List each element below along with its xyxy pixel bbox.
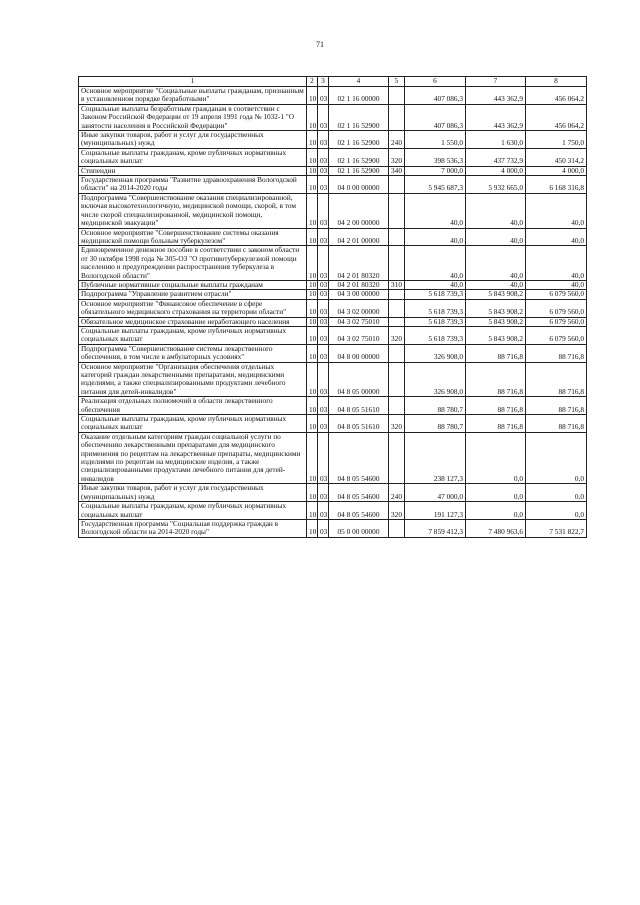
column-header: 8 [526, 77, 587, 87]
subsection-code-cell: 03 [318, 519, 329, 537]
amount-year1-cell: 407 086,3 [405, 104, 466, 130]
table-row [79, 193, 587, 228]
subsection-code-cell: 03 [318, 131, 329, 149]
target-article-cell: 02 1 16 52900 [329, 148, 389, 166]
target-article-cell: 04 2 00 00000 [329, 193, 389, 228]
amount-year1-cell: 7 000,0 [405, 166, 466, 175]
row-name-cell: Социальные выплаты гражданам, кроме публичных нормативных социальных выплат [79, 148, 307, 166]
amount-year1-cell: 238 127,3 [405, 432, 466, 483]
column-header: 6 [405, 77, 466, 87]
amount-year3-cell: 88 716,8 [526, 344, 587, 362]
expense-type-cell: 240 [389, 131, 405, 149]
table-row [79, 484, 587, 502]
amount-year3-cell: 6 168 316,8 [526, 176, 587, 194]
section-code-cell: 10 [307, 193, 318, 228]
expense-type-cell [389, 228, 405, 246]
table-row [79, 280, 587, 289]
amount-year1-cell: 191 127,3 [405, 502, 466, 520]
expense-type-cell [389, 317, 405, 326]
section-code-cell: 10 [307, 317, 318, 326]
amount-year2-cell: 437 732,9 [466, 148, 526, 166]
target-article-cell: 02 1 16 00000 [329, 87, 389, 105]
row-name-cell: Социальные выплаты гражданам, кроме публичных нормативных социальных выплат [79, 326, 307, 344]
row-name-cell: Стипендии [79, 166, 307, 175]
subsection-code-cell: 03 [318, 166, 329, 175]
amount-year1-cell: 5 618 739,3 [405, 326, 466, 344]
expense-type-cell: 320 [389, 415, 405, 433]
section-code-cell: 10 [307, 397, 318, 415]
amount-year2-cell: 88 716,8 [466, 415, 526, 433]
table-row [79, 131, 587, 149]
subsection-code-cell: 03 [318, 246, 329, 281]
amount-year3-cell: 6 079 560,0 [526, 317, 587, 326]
table-row [79, 299, 587, 317]
amount-year3-cell: 0,0 [526, 432, 587, 483]
row-name-cell: Основное мероприятие "Совершенствование системы оказания медицинской помощи больным туберкулезом" [79, 228, 307, 246]
amount-year2-cell: 88 716,8 [466, 344, 526, 362]
target-article-cell: 04 8 05 54600 [329, 484, 389, 502]
amount-year1-cell: 40,0 [405, 228, 466, 246]
row-name-cell: Публичные нормативные социальные выплаты гражданам [79, 280, 307, 289]
subsection-code-cell: 03 [318, 317, 329, 326]
subsection-code-cell: 03 [318, 362, 329, 397]
section-code-cell: 10 [307, 344, 318, 362]
amount-year1-cell: 1 550,0 [405, 131, 466, 149]
amount-year2-cell: 40,0 [466, 280, 526, 289]
amount-year2-cell: 0,0 [466, 484, 526, 502]
amount-year3-cell: 456 064,2 [526, 87, 587, 105]
amount-year3-cell: 1 750,0 [526, 131, 587, 149]
amount-year1-cell: 5 945 687,3 [405, 176, 466, 194]
expense-type-cell [389, 290, 405, 299]
amount-year2-cell: 40,0 [466, 228, 526, 246]
target-article-cell: 04 8 05 51610 [329, 397, 389, 415]
target-article-cell: 04 2 01 80320 [329, 280, 389, 289]
section-code-cell: 10 [307, 415, 318, 433]
table-row [79, 87, 587, 105]
table-header-row [79, 77, 587, 87]
row-name-cell: Государственная программа "Социальная поддержка граждан в Вологодской области на 2014-2020 годы" [79, 519, 307, 537]
section-code-cell: 10 [307, 502, 318, 520]
row-name-cell: Социальные выплаты гражданам, кроме публичных нормативных социальных выплат [79, 415, 307, 433]
expense-type-cell [389, 193, 405, 228]
row-name-cell: Основное мероприятие "Социальные выплаты гражданам, признанным в установленном порядке безработными" [79, 87, 307, 105]
expense-type-cell: 320 [389, 502, 405, 520]
amount-year1-cell: 40,0 [405, 193, 466, 228]
expense-type-cell [389, 397, 405, 415]
table-row [79, 502, 587, 520]
subsection-code-cell: 03 [318, 148, 329, 166]
subsection-code-cell: 03 [318, 228, 329, 246]
column-header: 7 [466, 77, 526, 87]
amount-year1-cell: 7 859 412,3 [405, 519, 466, 537]
row-name-cell: Социальные выплаты гражданам, кроме публичных нормативных социальных выплат [79, 502, 307, 520]
target-article-cell: 02 1 16 52900 [329, 166, 389, 175]
expense-type-cell [389, 246, 405, 281]
row-name-cell: Социальные выплаты безработным гражданам в соответствии с Законом Российской Федерации от 19 апреля 1991 года № 1032-1 "О занятости населения в Российской Федерации" [79, 104, 307, 130]
section-code-cell: 10 [307, 131, 318, 149]
row-name-cell: Основное мероприятие "Организация обеспечения отдельных категорий граждан лекарственными препаратами, медицинскими изделиями, а также специализированными продуктами лечебного питания для детей-инвалидов" [79, 362, 307, 397]
amount-year3-cell: 88 716,8 [526, 415, 587, 433]
column-header: 5 [389, 77, 405, 87]
expense-type-cell [389, 176, 405, 194]
amount-year3-cell: 40,0 [526, 193, 587, 228]
expense-type-cell: 320 [389, 326, 405, 344]
section-code-cell: 10 [307, 362, 318, 397]
section-code-cell: 10 [307, 484, 318, 502]
amount-year2-cell: 0,0 [466, 432, 526, 483]
amount-year1-cell: 326 908,0 [405, 344, 466, 362]
amount-year3-cell: 6 079 560,0 [526, 326, 587, 344]
column-header: 3 [318, 77, 329, 87]
table-body [79, 87, 587, 538]
column-header: 2 [307, 77, 318, 87]
subsection-code-cell: 03 [318, 415, 329, 433]
subsection-code-cell: 03 [318, 299, 329, 317]
amount-year1-cell: 398 536,3 [405, 148, 466, 166]
target-article-cell: 04 3 02 00000 [329, 299, 389, 317]
amount-year1-cell: 88 780,7 [405, 415, 466, 433]
target-article-cell: 04 8 05 00000 [329, 362, 389, 397]
table-row [79, 290, 587, 299]
table-row [79, 326, 587, 344]
table-row [79, 246, 587, 281]
subsection-code-cell: 03 [318, 280, 329, 289]
amount-year2-cell: 5 843 908,2 [466, 326, 526, 344]
amount-year2-cell: 443 362,9 [466, 104, 526, 130]
amount-year1-cell: 407 086,3 [405, 87, 466, 105]
expense-type-cell [389, 519, 405, 537]
row-name-cell: Подпрограмма "Управление развитием отрасли" [79, 290, 307, 299]
amount-year2-cell: 40,0 [466, 193, 526, 228]
row-name-cell: Подпрограмма "Совершенствование оказания специализированной, включая высокотехнологичную, медицинской помощи, скорой, в том числе скорой специализированной, медицинской помощи, медицинской эвакуации" [79, 193, 307, 228]
table-row [79, 166, 587, 175]
expense-type-cell [389, 344, 405, 362]
section-code-cell: 10 [307, 228, 318, 246]
target-article-cell: 04 2 01 80320 [329, 246, 389, 281]
amount-year2-cell: 0,0 [466, 502, 526, 520]
amount-year3-cell: 6 079 560,0 [526, 290, 587, 299]
expense-type-cell: 310 [389, 280, 405, 289]
target-article-cell: 04 0 00 00000 [329, 176, 389, 194]
section-code-cell: 10 [307, 290, 318, 299]
amount-year3-cell: 40,0 [526, 228, 587, 246]
expense-type-cell [389, 362, 405, 397]
table-row [79, 228, 587, 246]
target-article-cell: 04 8 00 00000 [329, 344, 389, 362]
target-article-cell: 05 0 00 00000 [329, 519, 389, 537]
subsection-code-cell: 03 [318, 432, 329, 483]
target-article-cell: 04 8 05 54600 [329, 432, 389, 483]
amount-year3-cell: 88 716,8 [526, 397, 587, 415]
subsection-code-cell: 03 [318, 104, 329, 130]
section-code-cell: 10 [307, 246, 318, 281]
table-row [79, 104, 587, 130]
target-article-cell: 02 1 16 52900 [329, 131, 389, 149]
target-article-cell: 04 8 05 51610 [329, 415, 389, 433]
section-code-cell: 10 [307, 104, 318, 130]
table-row [79, 148, 587, 166]
table-row [79, 415, 587, 433]
section-code-cell: 10 [307, 326, 318, 344]
target-article-cell: 04 3 00 00000 [329, 290, 389, 299]
section-code-cell: 10 [307, 148, 318, 166]
amount-year3-cell: 456 064,2 [526, 104, 587, 130]
section-code-cell: 10 [307, 299, 318, 317]
amount-year3-cell: 0,0 [526, 484, 587, 502]
expense-type-cell [389, 299, 405, 317]
amount-year3-cell: 0,0 [526, 502, 587, 520]
subsection-code-cell: 03 [318, 326, 329, 344]
amount-year1-cell: 5 618 739,3 [405, 299, 466, 317]
row-name-cell: Оказание отдельным категориям граждан социальной услуги по обеспечению лекарственными препаратами для медицинского применения по рецептам на лекарственные препараты, медицинскими изделиями по рецептам на медицинские изделия, а также специализированными продуктами лечебного питания для детей-инвалидов [79, 432, 307, 483]
section-code-cell: 10 [307, 87, 318, 105]
expense-type-cell: 340 [389, 166, 405, 175]
amount-year1-cell: 5 618 739,3 [405, 317, 466, 326]
amount-year1-cell: 40,0 [405, 246, 466, 281]
table-row [79, 519, 587, 537]
amount-year2-cell: 7 480 963,6 [466, 519, 526, 537]
amount-year2-cell: 5 843 908,2 [466, 299, 526, 317]
table-row [79, 362, 587, 397]
table-row [79, 317, 587, 326]
subsection-code-cell: 03 [318, 87, 329, 105]
subsection-code-cell: 03 [318, 176, 329, 194]
expense-type-cell [389, 104, 405, 130]
table-row [79, 176, 587, 194]
amount-year2-cell: 4 000,0 [466, 166, 526, 175]
amount-year3-cell: 6 079 560,0 [526, 299, 587, 317]
section-code-cell: 10 [307, 176, 318, 194]
section-code-cell: 10 [307, 519, 318, 537]
amount-year3-cell: 88 716,8 [526, 362, 587, 397]
expense-type-cell: 240 [389, 484, 405, 502]
target-article-cell: 04 3 02 75010 [329, 317, 389, 326]
amount-year1-cell: 47 000,0 [405, 484, 466, 502]
amount-year3-cell: 40,0 [526, 280, 587, 289]
target-article-cell: 04 3 02 75010 [329, 326, 389, 344]
target-article-cell: 04 2 01 00000 [329, 228, 389, 246]
amount-year2-cell: 1 630,0 [466, 131, 526, 149]
section-code-cell: 10 [307, 166, 318, 175]
table-row [79, 397, 587, 415]
amount-year2-cell: 40,0 [466, 246, 526, 281]
amount-year2-cell: 5 932 665,0 [466, 176, 526, 194]
table-row [79, 432, 587, 483]
section-code-cell: 10 [307, 280, 318, 289]
subsection-code-cell: 03 [318, 484, 329, 502]
table-row [79, 344, 587, 362]
subsection-code-cell: 03 [318, 193, 329, 228]
subsection-code-cell: 03 [318, 290, 329, 299]
amount-year3-cell: 450 314,2 [526, 148, 587, 166]
target-article-cell: 04 8 05 54600 [329, 502, 389, 520]
amount-year2-cell: 5 843 908,2 [466, 290, 526, 299]
amount-year2-cell: 443 362,9 [466, 87, 526, 105]
row-name-cell: Реализация отдельных полномочий в области лекарственного обеспечения [79, 397, 307, 415]
row-name-cell: Основное мероприятие "Финансовое обеспечение в сфере обязательного медицинского страхования на территории области" [79, 299, 307, 317]
section-code-cell: 10 [307, 432, 318, 483]
amount-year3-cell: 40,0 [526, 246, 587, 281]
row-name-cell: Иные закупки товаров, работ и услуг для государственных (муниципальных) нужд [79, 484, 307, 502]
subsection-code-cell: 03 [318, 344, 329, 362]
amount-year2-cell: 88 716,8 [466, 397, 526, 415]
row-name-cell: Единовременное денежное пособие в соответствии с законом области от 30 октября 1998 года № 305-ОЗ "О противотуберкулезной помощи населению и предупреждении распространения туберкулеза в Вологодской области" [79, 246, 307, 281]
amount-year1-cell: 5 618 739,3 [405, 290, 466, 299]
amount-year1-cell: 40,0 [405, 280, 466, 289]
amount-year1-cell: 88 780,7 [405, 397, 466, 415]
subsection-code-cell: 03 [318, 397, 329, 415]
row-name-cell: Государственная программа "Развитие здравоохранения Вологодской области" на 2014-2020 годы [79, 176, 307, 194]
row-name-cell: Подпрограмма "Совершенствование системы лекарственного обеспечения, в том числе в амбулаторных условиях" [79, 344, 307, 362]
subsection-code-cell: 03 [318, 502, 329, 520]
row-name-cell: Иные закупки товаров, работ и услуг для государственных (муниципальных) нужд [79, 131, 307, 149]
expense-type-cell [389, 87, 405, 105]
row-name-cell: Обязательное медицинское страхование неработающего населения [79, 317, 307, 326]
target-article-cell: 02 1 16 52900 [329, 104, 389, 130]
expense-type-cell: 320 [389, 148, 405, 166]
amount-year2-cell: 5 843 908,2 [466, 317, 526, 326]
page-number: 71 [316, 40, 324, 49]
expense-type-cell [389, 432, 405, 483]
amount-year1-cell: 326 908,0 [405, 362, 466, 397]
column-header: 4 [329, 77, 389, 87]
amount-year2-cell: 88 716,8 [466, 362, 526, 397]
amount-year3-cell: 4 000,0 [526, 166, 587, 175]
column-header: 1 [79, 77, 307, 87]
amount-year3-cell: 7 531 822,7 [526, 519, 587, 537]
budget-table [78, 76, 587, 538]
